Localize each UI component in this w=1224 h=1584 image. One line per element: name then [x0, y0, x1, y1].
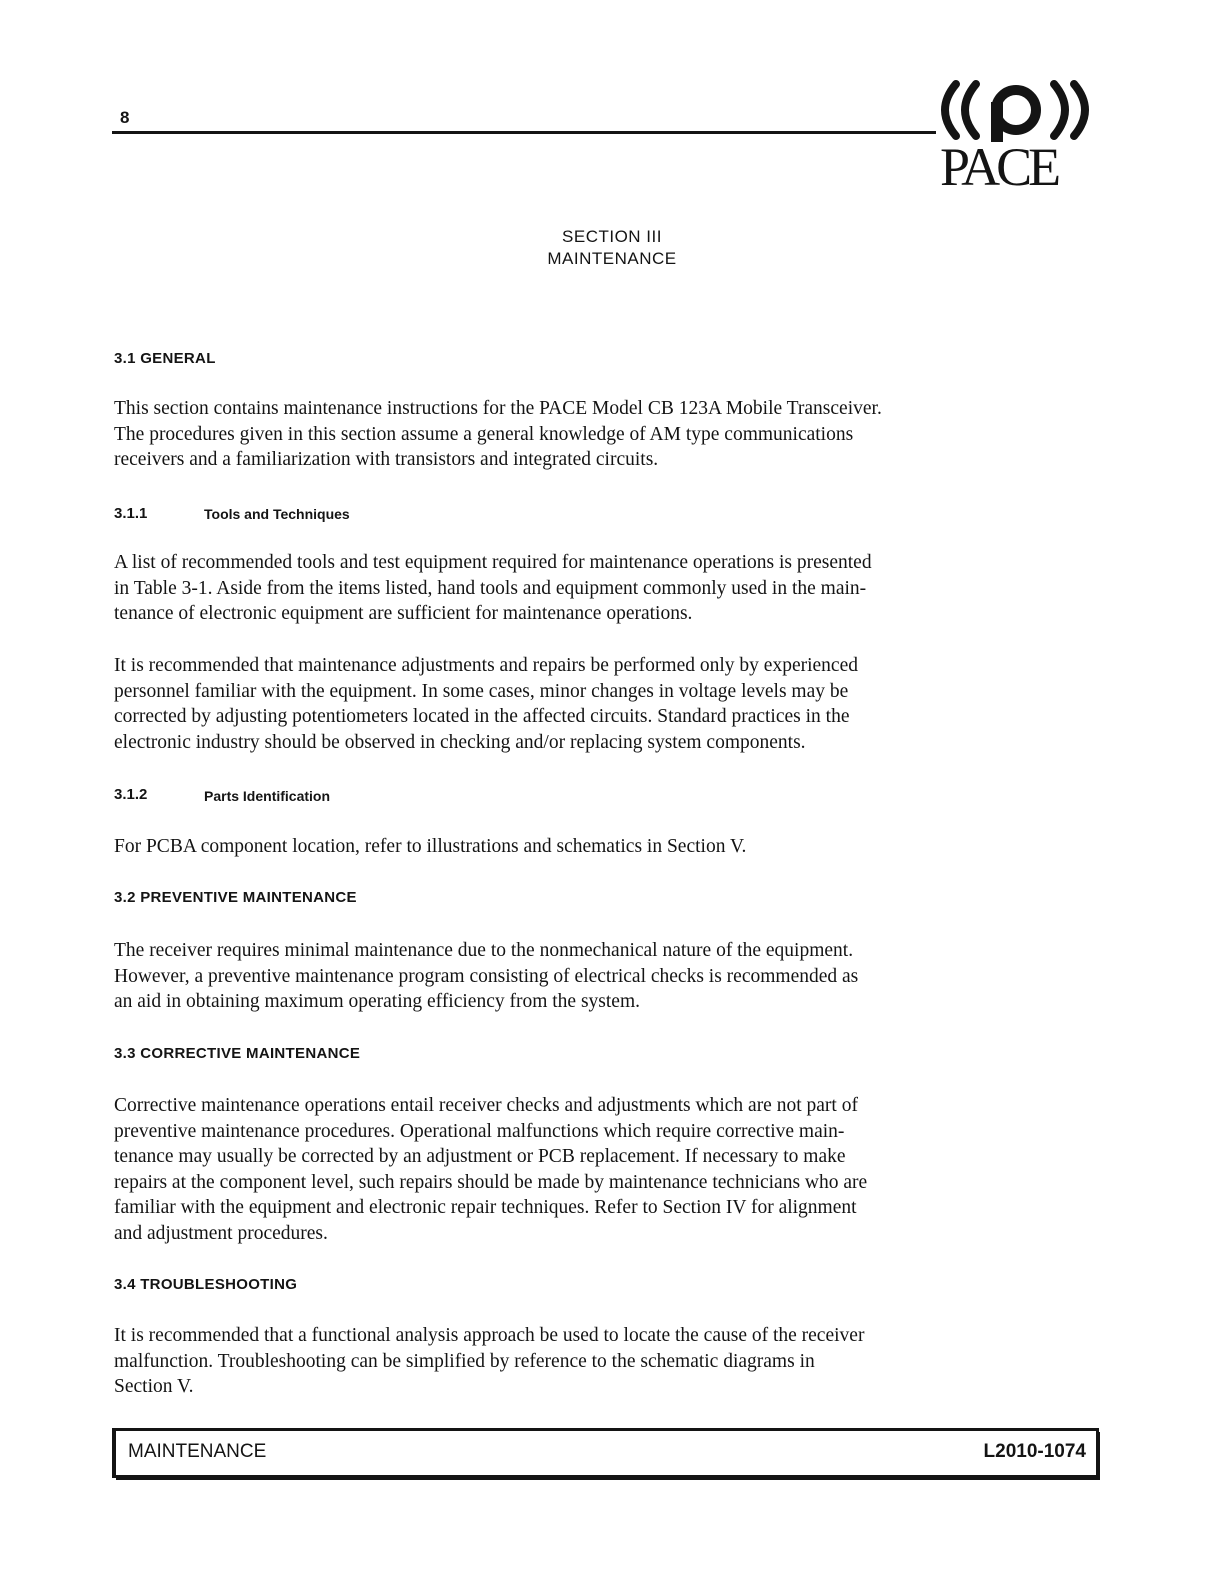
heading-3-1: 3.1 GENERAL [114, 350, 216, 367]
paragraph-recommended-personnel [114, 653, 1114, 755]
paragraph-line: and adjustment procedures. [114, 1222, 328, 1244]
section-title-line1: SECTION III [562, 227, 662, 246]
page-number: 8 [120, 108, 130, 127]
paragraph-line: However, a preventive maintenance program consisting of electrical checks is recommended as [114, 965, 859, 987]
paragraph-line: personnel familiar with the equipment. In some cases, minor changes in voltage levels may be [114, 680, 849, 702]
paragraph-line: receivers and a familiarization with transistors and integrated circuits. [114, 449, 659, 470]
heading-3-2: 3.2 PREVENTIVE MAINTENANCE [114, 889, 357, 906]
paragraph-corrective [114, 1093, 1114, 1246]
subheading-number-3-1-1: 3.1.1 [114, 505, 148, 522]
heading-3-3: 3.3 CORRECTIVE MAINTENANCE [114, 1045, 361, 1062]
paragraph-tools [114, 550, 1114, 627]
paragraph-line: Section V. [114, 1376, 194, 1397]
paragraph-line: an aid in obtaining maximum operating efficiency from the system. [114, 991, 641, 1012]
paragraph-line: preventive maintenance procedures. Operational malfunctions which require corrective main- [114, 1120, 845, 1142]
paragraph-line: The procedures given in this section assume a general knowledge of AM type communications [114, 423, 854, 445]
pace-logo-text: PACE [940, 137, 1058, 197]
pace-logo [922, 78, 1106, 196]
paragraph-parts [114, 834, 1114, 860]
section-title [0, 226, 1224, 270]
paragraph-preventive [114, 938, 1114, 1015]
paragraph-line: Corrective maintenance operations entail receiver checks and adjustments which are not part of [114, 1095, 858, 1116]
paragraph-line: For PCBA component location, refer to illustrations and schematics in Section V. [114, 836, 747, 857]
paragraph-line: This section contains maintenance instructions for the PACE Model CB 123A Mobile Transceiver. [114, 398, 882, 419]
paragraph-line: It is recommended that a functional analysis approach be used to locate the cause of the receiver [114, 1325, 865, 1346]
subheading-title-parts: Parts Identification [204, 788, 331, 804]
paragraph-line: It is recommended that maintenance adjustments and repairs be performed only by experienced [114, 655, 858, 676]
section-title-line2: MAINTENANCE [547, 249, 677, 268]
paragraph-line: malfunction. Troubleshooting can be simplified by reference to the schematic diagrams in [114, 1350, 815, 1372]
pace-logo-mark-icon [930, 78, 1100, 142]
paragraph-line: tenance of electronic equipment are sufficient for maintenance operations. [114, 603, 693, 624]
footer-document-number: L2010-1074 [983, 1441, 1086, 1462]
paragraph-line: The receiver requires minimal maintenance due to the nonmechanical nature of the equipment. [114, 940, 854, 961]
paragraph-line: A list of recommended tools and test equipment required for maintenance operations is presented [114, 552, 872, 573]
paragraph-line: familiar with the equipment and electronic repair techniques. Refer to Section IV for alignment [114, 1197, 857, 1218]
subheading-number-3-1-2: 3.1.2 [114, 786, 148, 803]
paragraph-line: repairs at the component level, such repairs should be made by maintenance technicians who are [114, 1171, 868, 1193]
paragraph-general [114, 396, 1114, 473]
paragraph-troubleshooting [114, 1323, 1114, 1400]
heading-3-4: 3.4 TROUBLESHOOTING [114, 1276, 298, 1293]
subheading-title-tools: Tools and Techniques [204, 506, 350, 522]
paragraph-line: in Table 3-1. Aside from the items listed, hand tools and equipment commonly used in the main- [114, 577, 867, 599]
footer-shadow-right [1097, 1432, 1100, 1480]
footer-section-label: MAINTENANCE [128, 1441, 267, 1462]
paragraph-line: corrected by adjusting potentiometers located in the affected circuits. Standard practices in the [114, 706, 850, 727]
footer-box [112, 1428, 1099, 1478]
paragraph-line: tenance may usually be corrected by an adjustment or PCB replacement. If necessary to make [114, 1146, 846, 1167]
header-rule [112, 131, 936, 134]
paragraph-line: electronic industry should be observed in checking and/or replacing system components. [114, 731, 806, 753]
footer-shadow-bottom [116, 1477, 1100, 1480]
